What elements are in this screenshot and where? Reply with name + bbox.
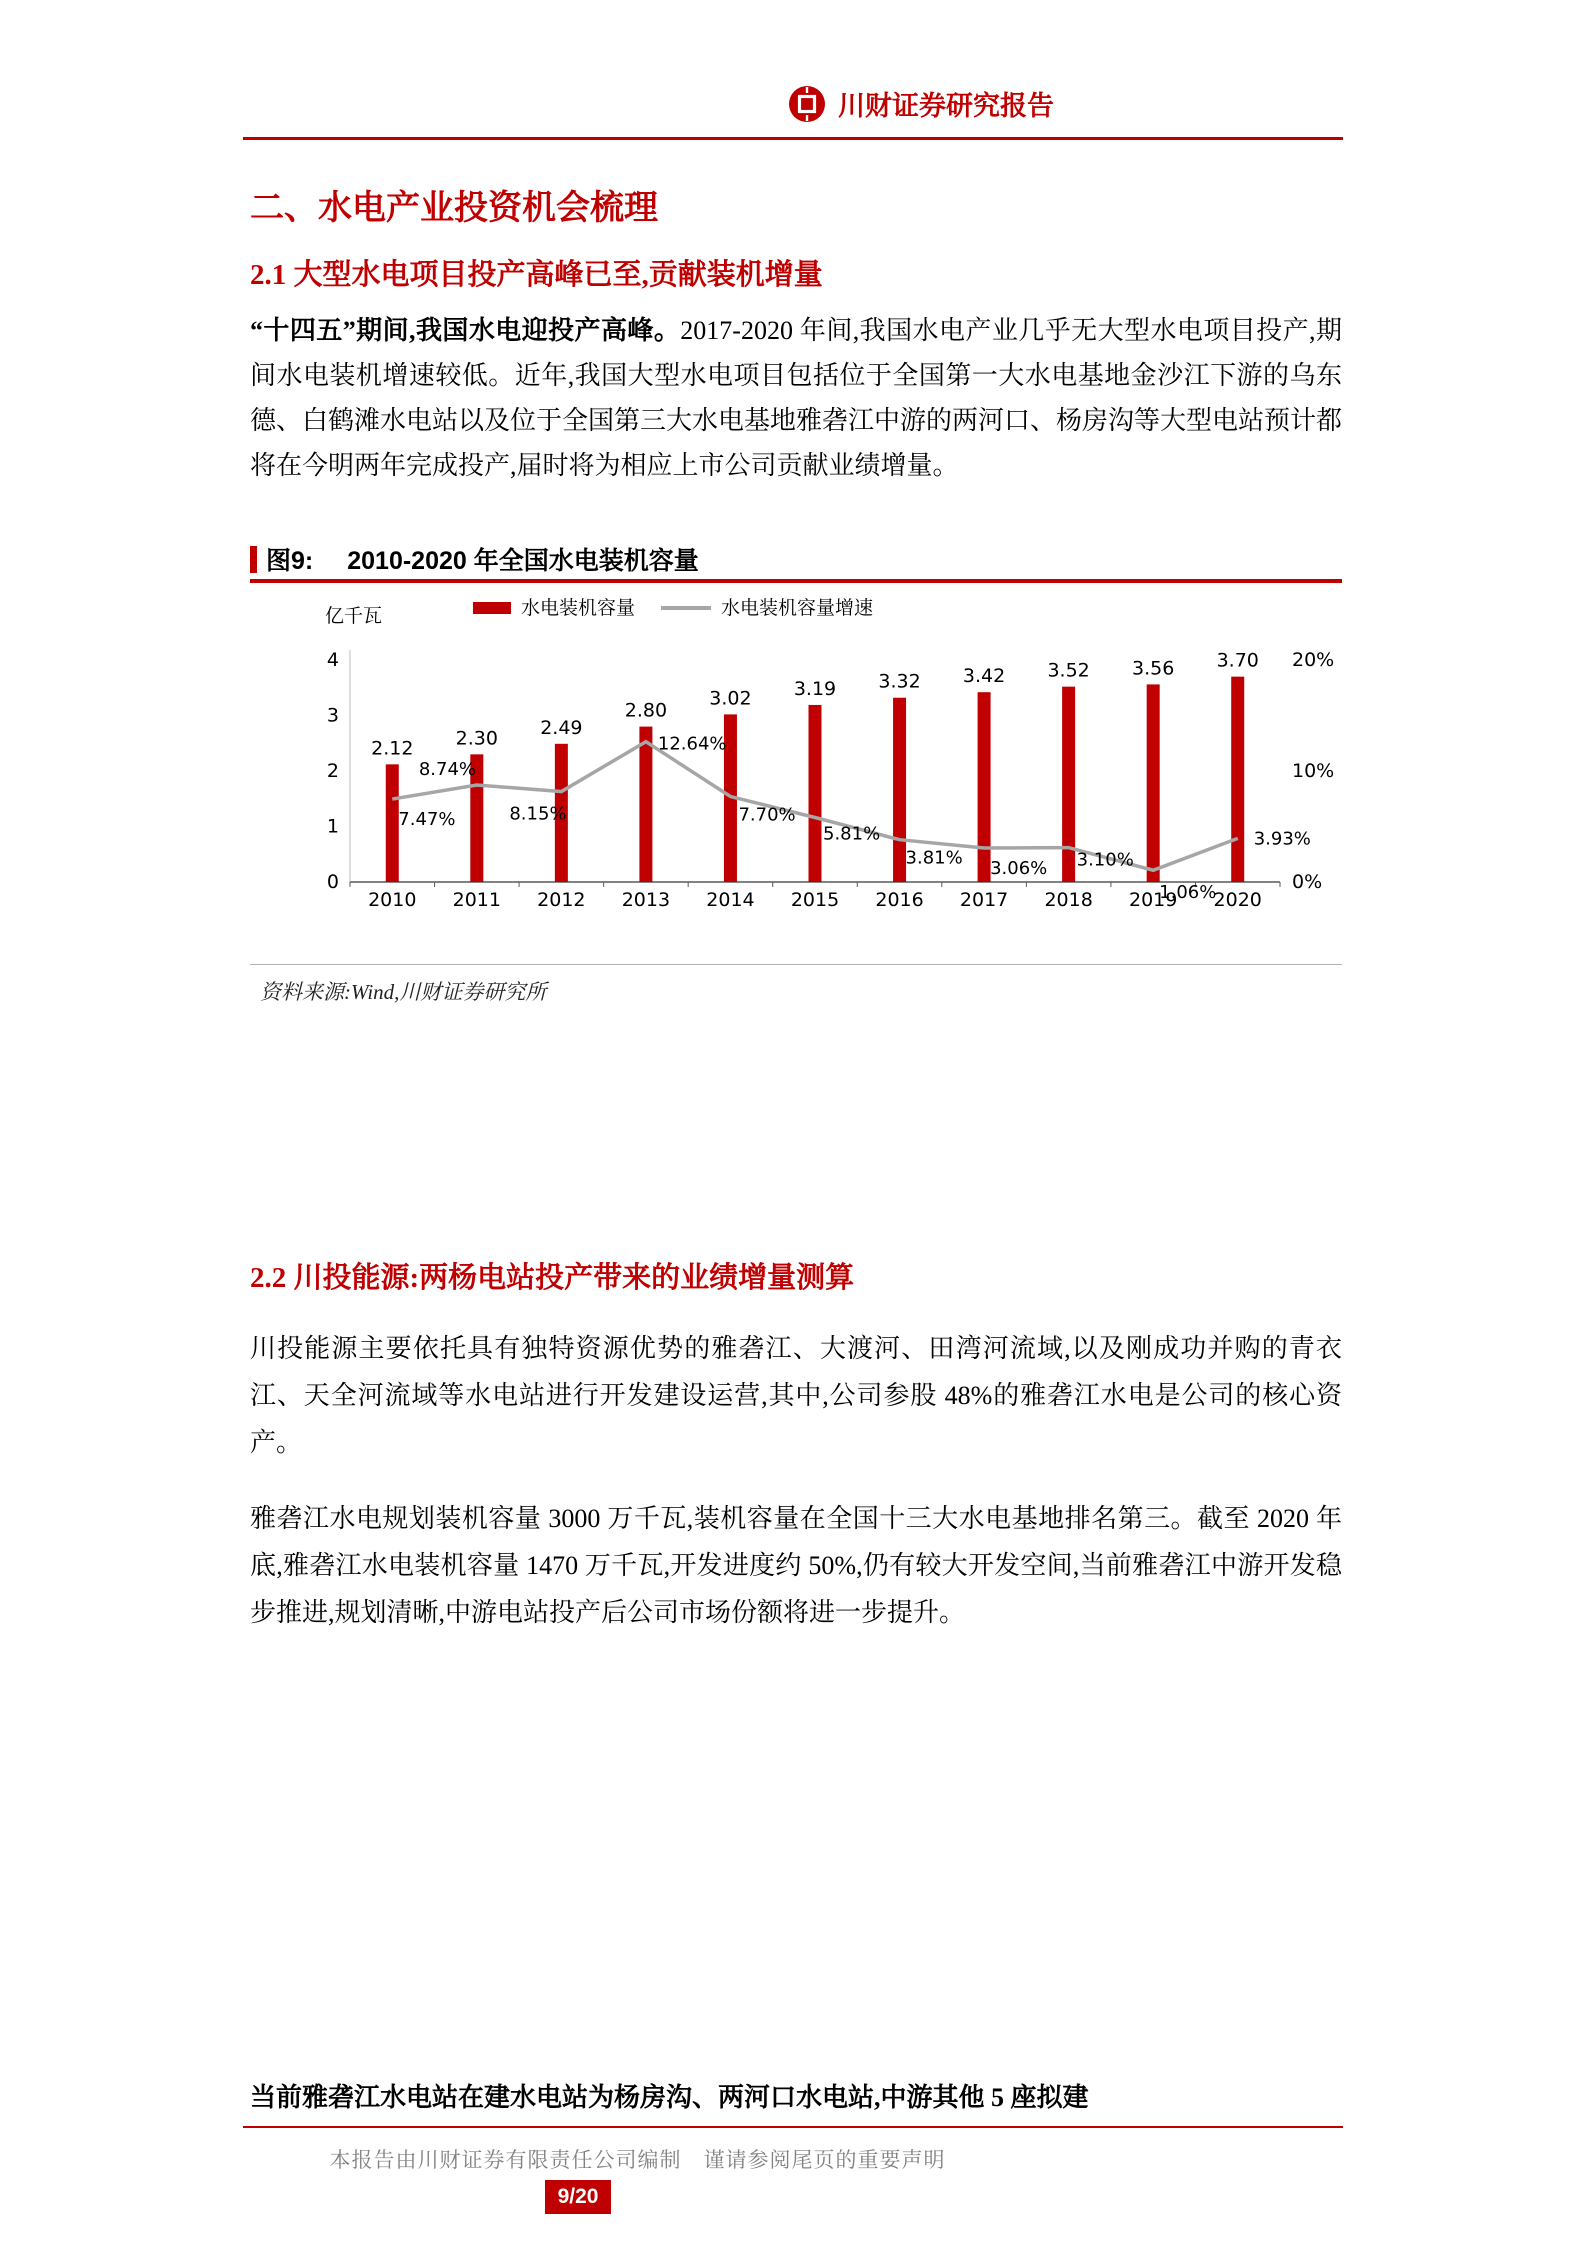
chart-svg [295,592,1355,932]
line-value-label: 1.06% [1159,882,1217,904]
footer-disclaimer: 本报告由川财证券有限责任公司编制 谨请参阅尾页的重要声明 [329,2148,946,2172]
x-category-label: 2020 [1213,889,1262,911]
brand-logo-icon [788,85,826,123]
capacity-bar [893,698,906,882]
x-category-label: 2019 [1129,889,1178,911]
legend-line-label: 水电装机容量增速 [721,597,874,619]
y-axis-unit-label: 亿千瓦 [325,605,383,627]
header-divider [243,137,1343,140]
line-value-label: 3.10% [1076,849,1134,871]
capacity-bar [1062,687,1075,882]
line-value-label: 3.93% [1253,828,1311,850]
line-value-label: 8.15% [509,803,567,825]
capacity-bar [386,764,399,882]
y-right-tick: 0% [1292,871,1323,893]
line-value-label: 8.74% [418,758,477,780]
bar-value-label: 3.56 [1132,657,1175,680]
capacity-bar [639,727,652,882]
paragraph-1-lead: “十四五”期间,我国水电迎投产高峰。 [250,316,681,345]
bar-value-label: 2.49 [540,716,583,739]
line-value-label: 7.70% [738,804,796,826]
section-title: 二、水电产业投资机会梳理 [250,190,658,227]
line-value-label: 7.47% [398,809,456,831]
bar-value-label: 3.02 [709,687,752,710]
bar-value-label: 3.32 [878,670,921,693]
y-left-tick: 4 [326,649,339,671]
y-left-tick: 2 [326,760,339,782]
line-value-label: 3.81% [905,847,963,869]
paragraph-4-bold: 当前雅砻江水电站在建水电站为杨房沟、两河口水电站,中游其他 5 座拟建 [250,2083,1089,2112]
x-category-label: 2017 [959,889,1009,911]
bar-value-label: 2.80 [624,699,668,722]
bar-value-label: 2.12 [371,737,414,760]
header-brand [788,84,1054,123]
capacity-bar [809,705,822,882]
x-category-label: 2016 [875,889,924,911]
bar-value-label: 3.42 [962,665,1006,688]
y-left-tick: 0 [326,871,339,893]
x-category-label: 2014 [706,889,755,911]
y-left-tick: 3 [326,704,339,727]
subsection-2-1-title: 2.1 大型水电项目投产高峰已至,贡献装机增量 [250,259,823,291]
brand-title: 川财证券研究报告 [838,91,1054,121]
x-category-label: 2018 [1044,889,1093,911]
capacity-bar [1231,677,1244,882]
bar-value-label: 3.52 [1047,659,1090,682]
line-value-label: 5.81% [823,823,881,845]
bar-value-label: 2.30 [455,727,498,750]
x-category-label: 2010 [368,889,417,911]
figure-title: 2010-2020 年全国水电装机容量 [347,547,699,575]
bar-value-label: 3.70 [1216,649,1259,672]
figure-title-underline [250,579,1342,583]
x-category-label: 2015 [790,889,840,911]
figure-header [250,541,699,577]
paragraph-2: 川投能源主要依托具有独特资源优势的雅砻江、大渡河、田湾河流域,以及刚成功并购的青衣江、天全河流域等水电站进行开发建设运营,其中,公司参股 48%的雅砻江水电是公司的核心资产。 [250,1334,1342,1457]
y-left-tick: 1 [326,815,339,838]
figure-accent-bar [250,546,257,573]
capacity-bar [1147,684,1160,882]
line-value-label: 12.64% [657,733,727,755]
y-right-tick: 10% [1292,760,1335,782]
paragraph-1-rest: 2017-2020 年间,我国水电产业几乎无大型水电项目投产,期间水电装机增速较低。近年,我国大型水电项目包括位于全国第一大水电基地金沙江下游的乌东德、白鹤滩水电站以及位于全国第三大水电基地雅砻江中游的两河口、杨房沟等大型电站预计都将在今明两年完成投产,届时将为相应上市公司贡献业绩增量。 [250,316,1343,480]
hydropower-capacity-chart [295,592,1355,932]
x-category-label: 2012 [537,889,586,911]
y-right-tick: 20% [1292,649,1335,671]
footer-divider [243,2126,1343,2128]
figure-bottom-divider [250,964,1342,965]
figure-label: 图9: [266,547,314,575]
legend-bar-swatch [473,602,511,614]
bar-value-label: 3.19 [793,677,837,700]
figure-source: 资料来源:Wind,川财证券研究所 [260,980,547,1004]
x-category-label: 2011 [452,889,501,911]
legend-bar-label: 水电装机容量 [521,597,636,619]
capacity-bar [978,692,991,882]
page-number-badge: 9/20 [545,2180,611,2214]
x-category-label: 2013 [621,889,671,911]
paragraph-1 [250,308,1342,488]
subsection-2-2-title: 2.2 川投能源:两杨电站投产带来的业绩增量测算 [250,1262,855,1294]
paragraph-3: 雅砻江水电规划装机容量 3000 万千瓦,装机容量在全国十三大水电基地排名第三。截至 2020 年底,雅砻江水电装机容量 1470 万千瓦,开发进度约 50%,仍有较大开发空间,当前雅砻江中游开发稳步推进,规划清晰,中游电站投产后公司市场份额将进一步提升。 [250,1504,1342,1627]
line-value-label: 3.06% [990,858,1048,880]
